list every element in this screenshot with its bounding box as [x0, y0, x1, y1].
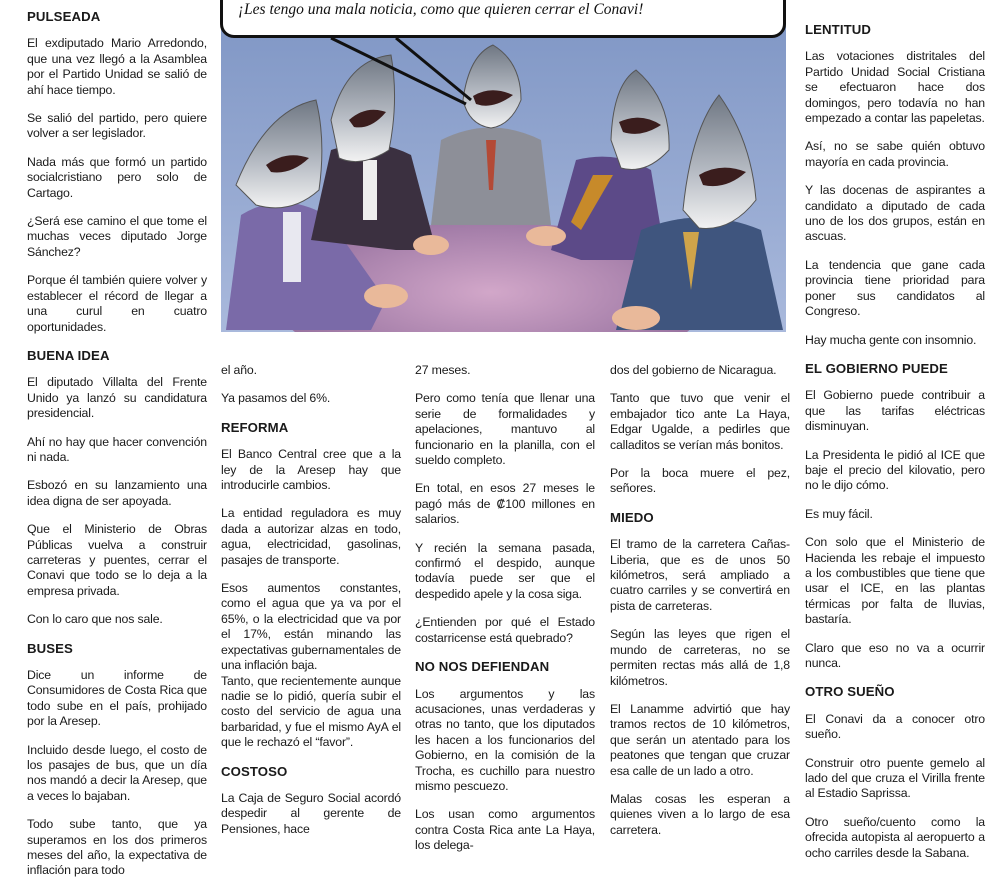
paragraph: Porque él también quiere volver y establecer el récord de llegar a una curul en cuatro oportunidades.	[27, 273, 207, 334]
section-title-buena-idea: BUENA IDEA	[27, 347, 110, 363]
paragraph: Así, no se sabe quién obtuvo mayoría en cada provincia.	[805, 139, 985, 169]
column-4	[610, 363, 790, 851]
paragraph: Las votaciones distritales del Partido Unidad Social Cristiana se efectuaron hace dos domingos, pero todavía no han empezado a contar las papeletas.	[805, 49, 985, 126]
paragraph: ¿Será ese camino el que tome el muchas veces diputado Jorge Sánchez?	[27, 214, 207, 259]
paragraph: Construir otro puente gemelo al lado del que cruza el Virilla frente al Estadio Saprissa.	[805, 755, 985, 801]
section-title-otro-sueno: OTRO SUEÑO	[805, 684, 895, 700]
paragraph: El Gobierno puede contribuir a que las tarifas eléctricas disminuyan.	[805, 388, 985, 434]
column-1	[27, 7, 207, 892]
paragraph: El Lanamme advirtió que hay tramos rectos de 10 kilómetros, que serán un atentado para los peatones que tengan que cruzar esa calle de un lado a otro.	[610, 701, 790, 778]
paragraph: Dice un informe de Consumidores de Costa Rica que todo sube en el país, prohijado por la Aresep.	[27, 668, 207, 729]
column-5	[805, 20, 985, 874]
paragraph: Los argumentos y las acusaciones, unas verdaderas y otras no tanto, que los diputados les hacen a los funcionarios del Gobierno, en la comisión de la Trocha, es cuchillo para nuestro mismo pescuezo.	[415, 686, 595, 793]
column-2	[221, 363, 401, 850]
paragraph: Tanto, que recientemente aunque nadie se lo pidió, quería subir el costo del servicio de agua una barbaridad, y fue el mismo AyA el que le rechazó el “favor”.	[221, 673, 401, 750]
paragraph: Otro sueño/cuento como la ofrecida autopista al aeropuerto a ocho carriles desde la Sabana.	[805, 814, 985, 860]
paragraph: Por la boca muere el pez, señores.	[610, 466, 790, 496]
column-3	[415, 363, 595, 867]
paragraph: Es muy fácil.	[805, 506, 873, 521]
paragraph: Nada más que formó un partido socialcristiano pero solo de Cartago.	[27, 154, 207, 200]
paragraph: Según las leyes que rigen el mundo de carreteras, no se permiten rectas más allá de 1,8 kilómetros.	[610, 627, 790, 688]
paragraph: 27 meses.	[415, 363, 471, 377]
paragraph: Que el Ministerio de Obras Públicas vuelva a construir carreteras y puentes, cerrar el Conavi que todo se lo deja a la empresa privada.	[27, 522, 207, 598]
paragraph: El diputado Villalta del Frente Unido ya lanzó su candidatura presidencial.	[27, 375, 207, 421]
paragraph: Tanto que tuvo que venir el embajador tico ante La Haya, Edgar Ugalde, a pedirles que calladitos se verían más bonitos.	[610, 391, 790, 452]
paragraph: Pero como tenía que llenar una serie de formalidades y apelaciones, mantuvo al funcionario en la planilla, con el sueldo completo.	[415, 391, 595, 468]
paragraph: El Conavi da a conocer otro sueño.	[805, 711, 985, 742]
paragraph: Esos aumentos constantes, como el agua que ya va por el 65%, o la electricidad que va por el 17%, están minando las expectativas gubernamentales de una inflación baja.	[221, 581, 401, 673]
paragraph: El tramo de la carretera Cañas-Liberia, que es de unos 50 kilómetros, será ampliado a cuatro carriles y se convertirá en pista de carreteras.	[610, 537, 790, 613]
paragraph: La tendencia que gane cada provincia tiene prioridad para poner sus candidatos al Congreso.	[805, 257, 985, 319]
section-title-pulseada: PULSEADA	[27, 9, 101, 24]
paragraph: Esbozó en su lanzamiento una idea digna de ser apoyada.	[27, 478, 207, 508]
paragraph: Malas cosas les esperan a quienes viven a lo largo de esa carretera.	[610, 791, 790, 837]
paragraph: Y las docenas de aspirantes a candidato a diputado de cada uno de los dos grupos, están en ascuas.	[805, 183, 985, 244]
paragraph: En total, en esos 27 meses le pagó más de ₡100 millones en salarios.	[415, 481, 595, 527]
section-title-reforma: REFORMA	[221, 419, 289, 435]
paragraph: Todo sube tanto, que ya superamos en los dos primeros meses del año, la expectativa de inflación para todo	[27, 817, 207, 878]
paragraph: Claro que eso no va a ocurrir nunca.	[805, 640, 985, 670]
section-title-buses: BUSES	[27, 640, 73, 656]
section-title-lentitud: LENTITUD	[805, 22, 871, 37]
paragraph: Ahí no hay que hacer convención ni nada.	[27, 434, 207, 464]
paragraph: el año.	[221, 363, 257, 377]
paragraph: ¿Entienden por qué el Estado costarricense está quebrado?	[415, 615, 595, 645]
section-title-miedo: MIEDO	[610, 509, 654, 525]
speech-bubble-text: ¡Les tengo una mala noticia, como que quieren cerrar el Conavi!	[238, 1, 644, 18]
paragraph: Y recién la semana pasada, confirmó el despido, aunque todavía puede ser que el despedido apele y la cosa siga.	[415, 540, 595, 601]
paragraph: Incluido desde luego, el costo de los pasajes de bus, que un día nos mandó a decir la Aresep, que a veces lo bajaban.	[27, 742, 207, 803]
paragraph: La entidad reguladora es muy dada a autorizar alzas en todo, agua, electricidad, gasolinas, pasajes de transporte.	[221, 506, 401, 567]
businessmen-with-shark-heads-illustration	[221, 0, 786, 332]
section-title-el-gobierno-puede: EL GOBIERNO PUEDE	[805, 360, 948, 376]
section-title-no-nos-defiendan: NO NOS DEFIENDAN	[415, 659, 550, 675]
paragraph: Los usan como argumentos contra Costa Rica ante La Haya, los delega-	[415, 807, 595, 853]
paragraph: El Banco Central cree que a la ley de la Aresep hay que introducirle cambios.	[221, 447, 401, 493]
section-title-costoso: COSTOSO	[221, 763, 288, 779]
paragraph: El exdiputado Mario Arredondo, que una vez llegó a la Asamblea por el Partido Unidad se salió de ahí hace tiempo.	[27, 36, 207, 97]
illustration-photo	[221, 0, 786, 332]
paragraph: Ya pasamos del 6%.	[221, 391, 331, 406]
paragraph: La Presidenta le pidió al ICE que baje el precio del kilovatio, pero no le dijo cómo.	[805, 447, 985, 493]
paragraph: dos del gobierno de Nicaragua.	[610, 363, 777, 377]
paragraph: Con solo que el Ministerio de Hacienda les rebaje el impuesto a los combustibles que tiene que usar el ICE, en las plantas térmicas por falta de lluvias, bastaría.	[805, 535, 985, 627]
paragraph: Se salió del partido, pero quiere volver a ser legislador.	[27, 111, 207, 141]
paragraph: La Caja de Seguro Social acordó despedir al gerente de Pensiones, hace	[221, 790, 401, 836]
paragraph: Hay mucha gente con insomnio.	[805, 332, 977, 347]
paragraph: Con lo caro que nos sale.	[27, 612, 163, 627]
